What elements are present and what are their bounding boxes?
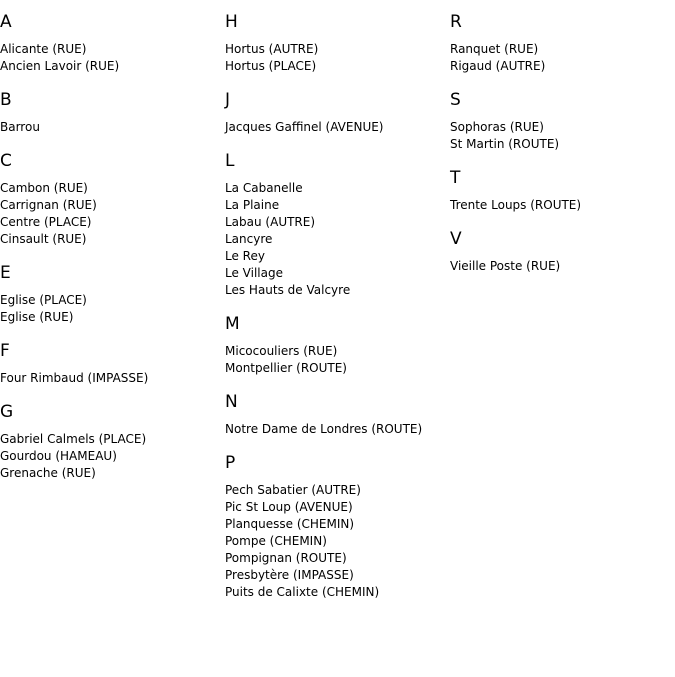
street-entry: Sophoras (RUE): [450, 120, 544, 134]
street-entry: Labau (AUTRE): [225, 215, 316, 229]
street-list: [0, 292, 225, 326]
letter-heading: T: [450, 168, 461, 188]
street-entry: Pompignan (ROUTE): [225, 551, 347, 565]
street-entry: Pompe (CHEMIN): [225, 534, 327, 548]
street-entry: Four Rimbaud (IMPASSE): [0, 371, 149, 385]
letter-group: [0, 11, 225, 75]
street-entry: Vieille Poste (RUE): [450, 259, 561, 273]
street-entry: Les Hauts de Valcyre: [225, 283, 351, 297]
street-list: [450, 258, 675, 275]
letter-heading: V: [450, 229, 462, 249]
index-column-2: [225, 11, 450, 601]
street-list: [450, 41, 675, 75]
street-entry: Notre Dame de Londres (ROUTE): [225, 422, 423, 436]
letter-heading: J: [225, 90, 231, 110]
letter-heading: M: [225, 314, 240, 334]
street-entry: Alicante (RUE): [0, 42, 87, 56]
letter-heading: R: [450, 12, 462, 32]
street-entry: Le Rey: [225, 249, 265, 263]
street-entry: Ancien Lavoir (RUE): [0, 59, 120, 73]
letter-group: [450, 167, 675, 214]
letter-heading: P: [225, 453, 236, 473]
street-entry: Cinsault (RUE): [0, 232, 87, 246]
letter-group: [0, 150, 225, 248]
street-list: [0, 180, 225, 248]
letter-heading: F: [0, 341, 10, 361]
street-entry: Gourdou (HAMEAU): [0, 449, 117, 463]
letter-heading: C: [0, 151, 12, 171]
street-entry: Centre (PLACE): [0, 215, 92, 229]
street-entry: Cambon (RUE): [0, 181, 88, 195]
letter-group: [0, 89, 225, 136]
street-list: [450, 197, 675, 214]
letter-heading: S: [450, 90, 461, 110]
street-entry: Eglise (RUE): [0, 310, 74, 324]
letter-group: [0, 262, 225, 326]
street-entry: Lancyre: [225, 232, 273, 246]
street-entry: Hortus (AUTRE): [225, 42, 319, 56]
letter-group: [225, 89, 450, 136]
letter-heading: N: [225, 392, 238, 412]
street-list: [450, 119, 675, 153]
street-list: [0, 370, 225, 387]
letter-group: [450, 228, 675, 275]
street-entry: Pech Sabatier (AUTRE): [225, 483, 361, 497]
street-list: [225, 343, 450, 377]
street-entry: Carrignan (RUE): [0, 198, 97, 212]
letter-heading: E: [0, 263, 11, 283]
street-entry: Pic St Loup (AVENUE): [225, 500, 353, 514]
letter-heading: L: [225, 151, 235, 171]
street-entry: Trente Loups (ROUTE): [450, 198, 582, 212]
street-entry: Montpellier (ROUTE): [225, 361, 347, 375]
letter-group: [225, 313, 450, 377]
street-entry: Presbytère (IMPASSE): [225, 568, 354, 582]
letter-heading: A: [0, 12, 12, 32]
index-column-3: [450, 11, 675, 275]
letter-group: [225, 452, 450, 601]
letter-group: [225, 150, 450, 299]
street-entry: Micocouliers (RUE): [225, 344, 338, 358]
street-entry: Grenache (RUE): [0, 466, 96, 480]
street-entry: Puits de Calixte (CHEMIN): [225, 585, 380, 599]
street-entry: Jacques Gaffinel (AVENUE): [225, 120, 384, 134]
letter-group: [0, 340, 225, 387]
street-entry: Eglise (PLACE): [0, 293, 87, 307]
street-list: [0, 119, 225, 136]
letter-group: [225, 11, 450, 75]
street-entry: Barrou: [0, 120, 40, 134]
street-list: [0, 41, 225, 75]
letter-group: [0, 401, 225, 482]
letter-heading: B: [0, 90, 12, 110]
street-entry: Gabriel Calmels (PLACE): [0, 432, 147, 446]
street-list: [225, 180, 450, 299]
street-list: [0, 431, 225, 482]
street-entry: Ranquet (RUE): [450, 42, 539, 56]
street-entry: Le Village: [225, 266, 283, 280]
street-entry: Planquesse (CHEMIN): [225, 517, 355, 531]
street-entry: Rigaud (AUTRE): [450, 59, 546, 73]
street-entry: La Plaine: [225, 198, 280, 212]
street-list: [225, 482, 450, 601]
street-entry: St Martin (ROUTE): [450, 137, 560, 151]
letter-group: [450, 11, 675, 75]
letter-heading: G: [0, 402, 14, 422]
street-list: [225, 119, 450, 136]
street-entry: La Cabanelle: [225, 181, 303, 195]
index-column-1: [0, 11, 225, 482]
letter-group: [450, 89, 675, 153]
street-entry: Hortus (PLACE): [225, 59, 317, 73]
street-list: [225, 421, 450, 438]
letter-heading: H: [225, 12, 238, 32]
letter-group: [225, 391, 450, 438]
street-list: [225, 41, 450, 75]
